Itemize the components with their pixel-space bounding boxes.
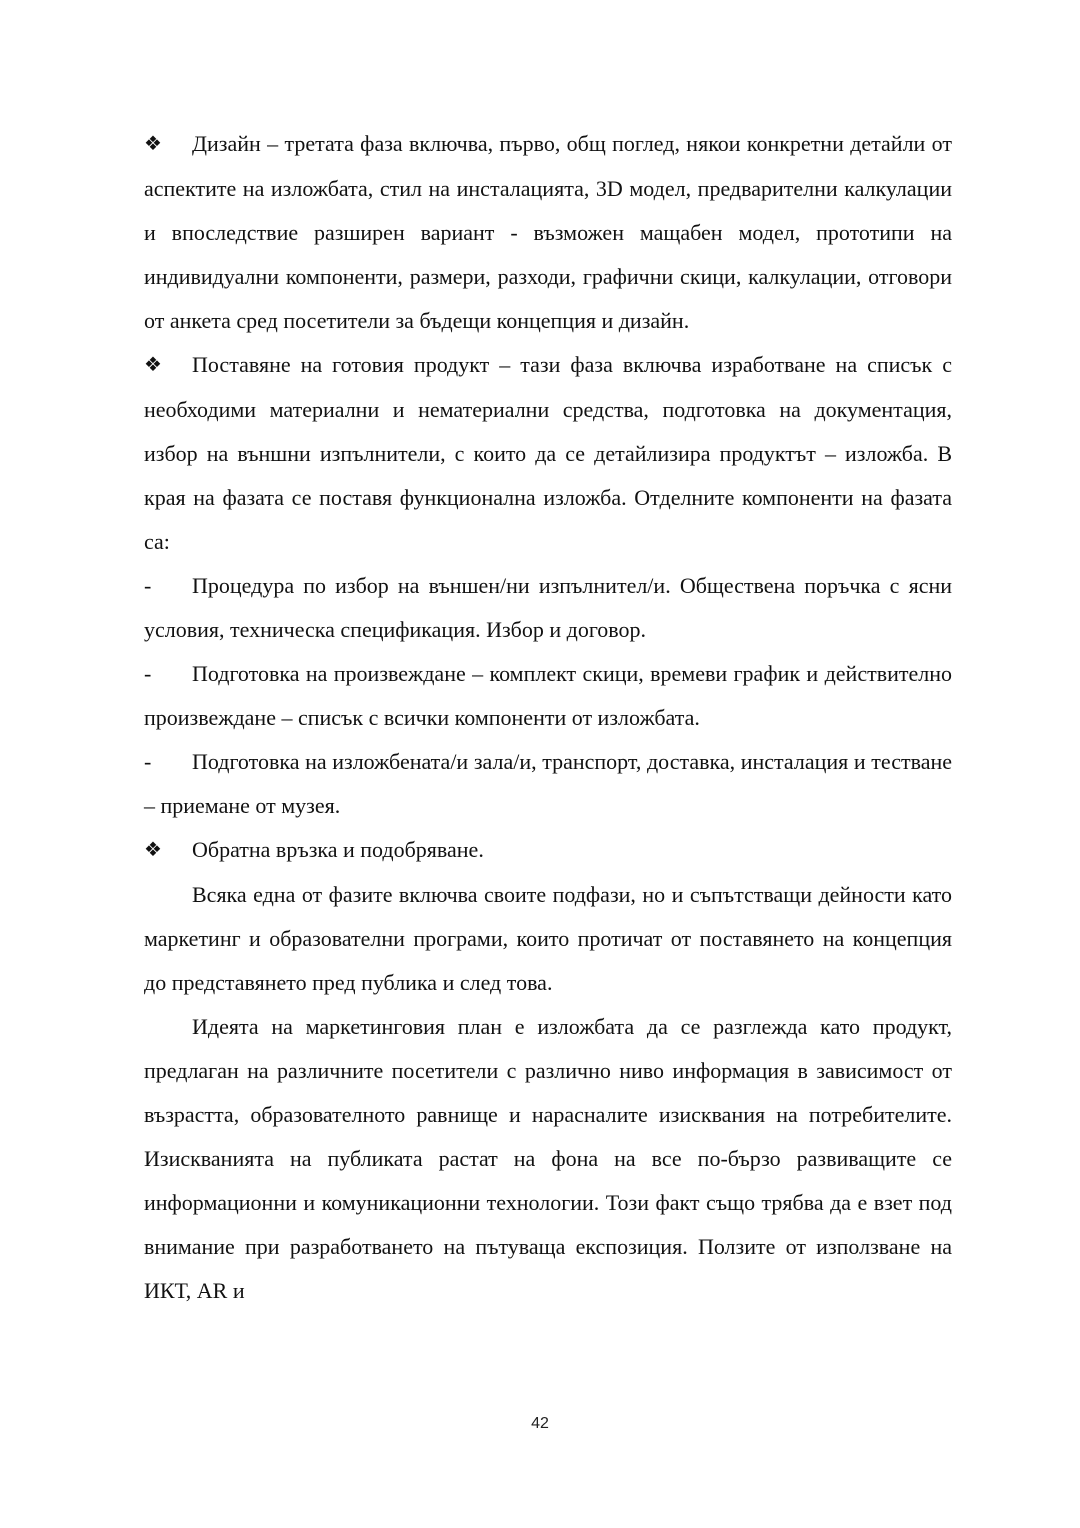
list-item-text: Дизайн – третата фаза включва, първо, общ поглед, някои конкретни детайли от аспектите на изложбата, стил на инсталацията, 3D модел, предварителни калкулации и впоследствие разширен вариант - възможен мащабен модел, прототипи на индивидуални компоненти, размери, разходи, графични скици, калкулации, отговори от анкета сред посетители за бъдещи концепция и дизайн. (144, 131, 952, 333)
list-item-text: Обратна връзка и подобряване. (192, 837, 484, 862)
body-paragraph: Всяка една от фазите включва своите подфази, но и съпътстващи дейности като маркетинг и образователни програми, които протичат от поставянето на концепция до представянето пред публика и след това. (144, 882, 952, 995)
list-item-procurement (144, 564, 952, 652)
list-item-design (144, 122, 952, 343)
list-item-feedback (144, 828, 952, 873)
list-item-product-setup (144, 343, 952, 564)
dash-bullet: - (144, 573, 152, 598)
list-item-text: Поставяне на готовия продукт – тази фаза включва изработване на списък с необходими материални и нематериални средства, подготовка на документация, избор на външни изпълнители, с които да се детайлизира продуктът – изложба. В края на фазата се поставя функционална изложба. Отделните компоненти на фазата са: (144, 352, 952, 554)
diamond-bullet-icon: ❖ (144, 354, 162, 376)
page-body (144, 122, 952, 1313)
diamond-bullet-icon: ❖ (144, 133, 162, 155)
dash-bullet: - (144, 749, 152, 774)
list-item-text: Подготовка на произвеждане – комплект скици, времеви график и действително произвеждане – списък с всички компоненти от изложбата. (144, 661, 952, 730)
diamond-bullet-icon: ❖ (144, 839, 162, 861)
list-item-text: Процедура по избор на външен/ни изпълнител/и. Обществена поръчка с ясни условия, техническа спецификация. Избор и договор. (144, 573, 952, 642)
list-item-hall-preparation (144, 740, 952, 828)
page-number: 42 (531, 1415, 549, 1432)
dash-bullet: - (144, 661, 152, 686)
list-item-production (144, 652, 952, 740)
body-paragraph: Идеята на маркетинговия план е изложбата да се разглежда като продукт, предлаган на различните посетители с различно ниво информация в зависимост от възрастта, образователното равнище и нарасналите изисквания на потребителите. Изискванията на публиката растат на фона на все по-бързо развиващите се информационни и комуникационни технологии. Този факт също трябва да е взет под внимание при разработването на пътуваща експозиция. Ползите от използване на ИКТ, AR и (144, 1014, 952, 1303)
list-item-text: Подготовка на изложбената/и зала/и, транспорт, доставка, инсталация и тестване – приемане от музея. (144, 749, 952, 818)
